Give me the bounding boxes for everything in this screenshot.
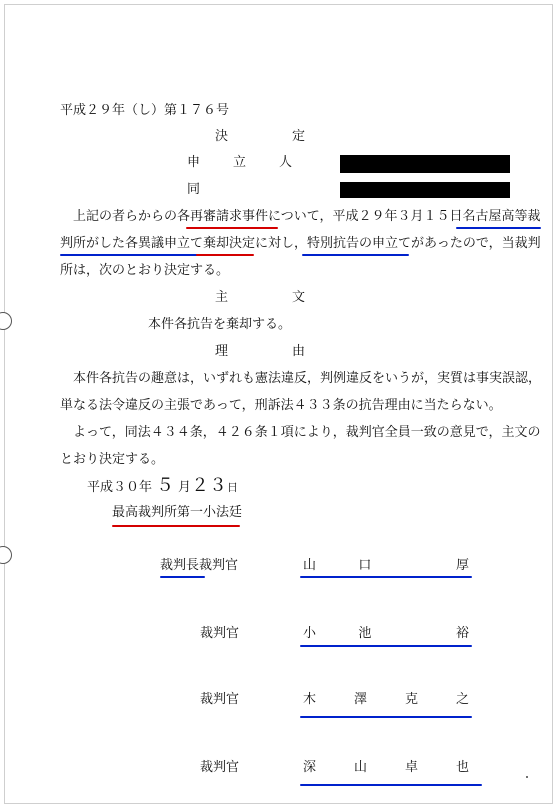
main-text: 本件各抗告を棄却する。 <box>148 317 292 332</box>
body-line: 上記の者らからの各再審請求事件について，平成２９年３月１５日名古屋高等裁 <box>73 209 541 224</box>
judge-name: 山 口 厚 <box>303 558 469 573</box>
redaction-bar <box>340 155 510 173</box>
judge-title: 裁判長裁判官 <box>160 558 239 573</box>
body-line: よって，同法４３４条，４２６条１項により，裁判官全員一致の意見で，主文の <box>73 425 541 440</box>
blue-underline <box>300 784 482 786</box>
judge-name: 木 澤 克 之 <box>303 692 469 707</box>
red-underline <box>186 227 278 229</box>
scan-speck <box>526 776 528 778</box>
blue-underline <box>300 716 472 718</box>
body-line: 本件各抗告の趣意は，いずれも憲法違反，判例違反をいうが，実質は事実誤認， <box>73 371 542 386</box>
body-line: 判所がした各異議申立て棄却決定に対し，特別抗告の申立てがあったので，当裁判 <box>60 236 541 251</box>
applicant-label: 申 立 人 <box>187 155 292 170</box>
judge-title: 裁判官 <box>200 692 240 707</box>
blue-underline <box>300 576 472 578</box>
judge-name: 小 池 裕 <box>303 626 469 641</box>
blue-underline <box>160 576 205 578</box>
case-number: 平成２９年（し）第１７６号 <box>60 103 230 118</box>
judge-title: 裁判官 <box>200 626 240 641</box>
body-line: 所は，次のとおり決定する。 <box>60 263 230 278</box>
document-title: 決 定 <box>215 129 305 144</box>
red-underline <box>112 525 240 527</box>
same-label: 同 <box>187 182 201 197</box>
decision-date: 平成３０年 ５ 月２３日 <box>87 475 239 496</box>
blue-underline <box>456 227 541 229</box>
judge-title: 裁判官 <box>200 760 240 775</box>
body-line: 単なる法令違反の主張であって，刑訴法４３３条の抗告理由に当たらない。 <box>60 398 502 413</box>
blue-underline <box>302 254 409 256</box>
red-underline <box>196 254 254 256</box>
blue-underline <box>300 645 472 647</box>
judge-name: 深 山 卓 也 <box>303 760 469 775</box>
court-name: 最高裁判所第一小法廷 <box>112 505 243 520</box>
main-heading: 主 文 <box>215 290 305 305</box>
reason-heading: 理 由 <box>215 344 305 359</box>
redaction-bar <box>340 182 510 198</box>
body-line: とおり決定する。 <box>60 452 165 467</box>
